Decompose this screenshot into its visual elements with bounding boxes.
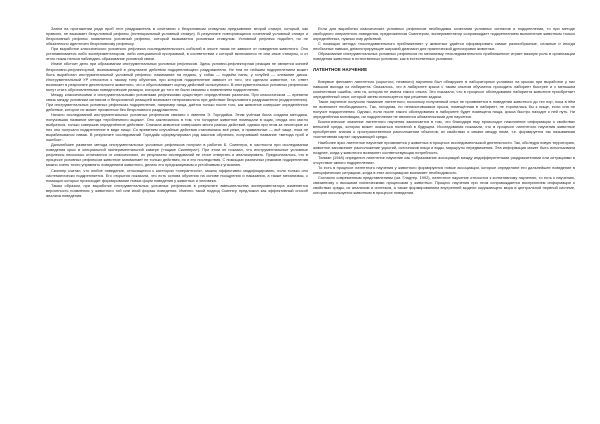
left-paragraph-4: Между классическими и инструментальными условными рефлексами существует определённая различия. При классическом — времени связь между условным сигналом и безусловной реакцией возникает непроизвольно при действии безусловного раздражителя (подкрепления). При инструментальных условных рефлексах подкрепление, например пища, даётся только после того, как животное совершит определённое действие, которое не может проявиться без безусловного раздражителя. [46,91,308,112]
right-paragraph-6: Биологическое значение латентного научения заключается в том, что благодаря ему происходит накопление информации о свойствах внешней среды, которая может оказаться полезной в будущем. Исследования показали, что в процессе латентного научения животные приобретают знания о пространственном расположении объектов, их свойствах и связях между ними, т.е. формируется так называемая «когнитивная карта» окружающей среды. [313,119,575,140]
right-paragraph-5: Такое научение получило название латентного, поскольку полученный опыт не проявляется в поведении животного до тех пор, пока в нём не возникнет необходимость. Так, голодная, но ненасытившаяся крыса, помещённая в лабиринт, не торопилась бы к пище, если она не получит подкрепления. Однако, если после такого обследования в лабиринте будет помещена пища, крыса быстро находит к ней путь. Ни определённая мотивация, ни подкрепление не являются обязательными для научения. [313,99,575,120]
right-paragraph-7: Наиболее ярко латентное научение проявляется у животных в процессе исследовательской деятельности. Так, обследуя новую территорию, животное запоминает расположение укрытий, источников пищи и воды, маршруты передвижения. Эта информация может быть использована позднее, когда у животного возникнет соответствующая потребность. [313,139,575,155]
right-paragraph-1: Если для выработки классических условных рефлексов необходимы сочетания условных сигналов и подкрепления, то при методе свободного оперантного поведения, предложенном Скиннером, экспериментатор сопровождает подкреплением выполнение животным только определённых, нужных ему действий. [313,26,575,42]
left-paragraph-7: Скиннер считал, что любое поведение, относящееся к категории «оперантного», можно эффективно модифицировать, если только оно систематически подкрепляется. Его открытия показали, что есть основа обучения на основе поощрения и наказания, а также механизмы, с помощью которых происходит формирование новых форм поведения у животных и человека. [46,167,308,183]
right-paragraph-8: Толман (1948) определил латентное научение как «образование ассоциаций между индифферентными раздражителями или ситуациями в отсутствие явного подкрепления». [313,154,575,165]
right-paragraph-3: Образование инструментальных условных рефлексов по механизму «последовательного приближения» играет важную роль в организации поведения животных в естественных условиях, как в естественных условиях. [313,51,575,62]
left-paragraph-5: Начало исследований инструментальных условных рефлексов связано с именем Э. Торндайка. Этим учёным была создана методика, получившая название метода «проблемного ящика». Оно заключалось в том, что голодное животное помещали в ящик, откуда оно могло выбраться, только совершив определённое действие. Сначала животное совершало много разных действий, однако при этом за некоторые из них оно получало подкрепление в виде пищи. Со временем случайные действия становились всё реже, а правильные — всё чаще, пока не вырабатывался навык. В результате исследований Торндайк сформулировал ряд законов обучения, получивший название «метода проб и ошибок». [46,112,308,143]
left-paragraph-1: Затем на протяжении ряда проб этот раздражитель в сочетании с безусловным стимулом предъявляют второй стимул, который, как правило, не вызывает безусловный рефлекс (потенциальный условный стимул). В результате повторяющихся сочетаний условный стимул и безусловный рефлекс появляется условный рефлекс, который вызывается условным стимулом. Условный рефлекс подобен, но не обязательно идентичен безусловному рефлексу. [46,26,308,47]
left-paragraph-6: Дальнейшее развитие метода инструментальных условных рефлексов получил в работах Б. Скиннера, в частности при исследовании поведения крыс в специальной экспериментальной камере («ящике Скиннера»). При этом он показал, что инструментальные условные рефлексы несколько отличаются от классических, их результаты исследований не стоит отвергать и анализировать. Предполагалось, что в процессе условных рефлексов животное запоминает не только действия, но и его последствия. С помощью различных режимов подкрепления можно очень точно управлять поведением животного, делать его предсказуемым и устойчивым к угасанию. [46,142,308,168]
right-paragraph-2: С помощью метода «последовательного приближения» у животных удаётся сформировать самые разнообразные, сложные и иногда необычные навыки, демонстрирующие широкий диапазон для практической дрессировки животных. [313,41,575,52]
right-paragraph-4: Впервые феномен латентного (скрытого, неявного) научения был обнаружен в лабораторных условиях на крысах при выработке у них навыков выхода из лабиринта. Оказалось, что в лабиринте крыса с таким опытом обучается проходить лабиринт быстрее и с меньшим количеством ошибок, чем та, которая не имела такого опыта. Это показало, что в процессе обследования лабиринта животное приобретает определённый опыт, который затем используется при решении задачи. [313,78,575,99]
left-paragraph-3: Иначе обстоит дело при образовании инструментальных условных рефлексов. Здесь условно-рефлекторная реакция не является копией безусловно-рефлекторной, возникающей в результате действия подкрепляющего раздражителя. Не тем не нейшим подкреплением может быть выработан инструментальный условный рефлекс: нажимание на педаль, у собак — подъём лапы, у голубей — клевание диска. Инструментальный УР относится к такому типу обучения, при котором подкрепление зависит от того, что сделало животное, т.е. ответ возникает в результате деятельности животного, что и обусловливает оценку действий испытуемого. В инструментальных условных рефлексах могут стать обусловленными поведенческие реакции, которые до того не были связаны с появлением подкрепления. [46,61,308,92]
right-paragraph-9: То есть в процессе латентного научения у животного формируются новые ассоциации, которые определяют его дальнейшее поведение в специфических ситуациях, когда в этих ассоциациях возникает необходимость. [313,165,575,176]
left-text-column [46,26,308,418]
left-paragraph-2: При выработке классического условного рефлекса последовательность событий в опыте никак не зависит от поведения животного. Оно устанавливается либо экспериментатором, либо специальной программой, в соответствии с которой включаются те или иные стимулы, и от этого никак нельзя наблюдать образование условной связи. [46,46,308,62]
section-heading: ЛАТЕНТНОЕ НАУЧЕНИЕ [313,67,368,73]
right-paragraph-10: Согласно современным представлениям (см. Гладтер, 1992), латентное научение относится к когнитивному научению, то есть к научению, связанному с высшими психическими процессами у животных. Процесс научения при этом сопровождается восприятием информации о свойствах среды, их анализом и синтезом, а также формированием внутренней модели окружающего мира в центральной нервной системе, которая используется животным в процессе поведения. [313,175,575,196]
right-text-column [313,26,575,418]
left-paragraph-8: Таким образом, при выработке инструментальных условных рефлексов в результате вмешательства экспериментатора изменяется вероятность появления у животного той или иной формы поведения. Именно такой подход Скиннер предложил как эффективный способ анализа поведения. [46,182,308,198]
